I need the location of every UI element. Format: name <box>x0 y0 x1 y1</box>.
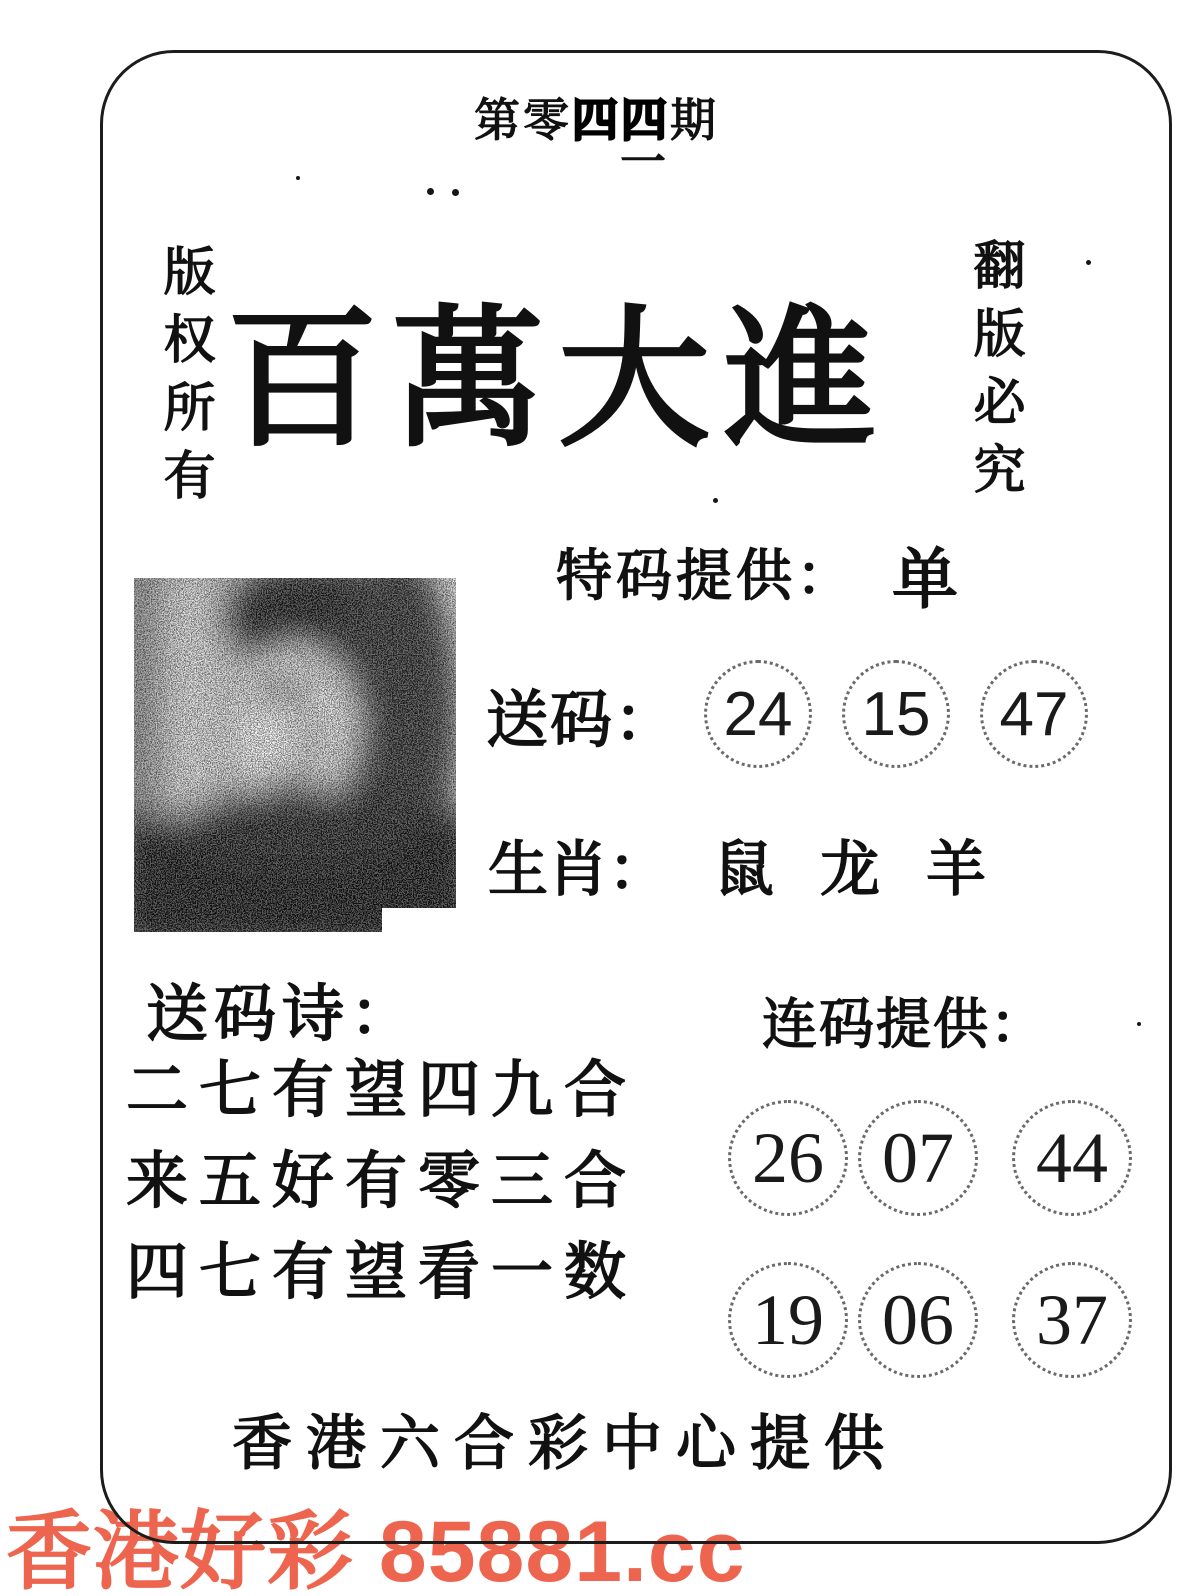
number-ball-value: 26 <box>752 1117 824 1198</box>
zodiac-value: 龙 <box>820 837 880 903</box>
number-ball-value: 24 <box>723 679 793 749</box>
number-ball-value: 19 <box>752 1279 824 1360</box>
number-ball-value: 06 <box>882 1279 954 1360</box>
special-code-value: 单 <box>892 544 962 617</box>
gift-code-label: 送码： <box>486 686 679 755</box>
issue-number <box>474 84 719 150</box>
photo-grain-light <box>134 578 456 932</box>
poem-line: 四七有望看一数 <box>126 1239 638 1307</box>
number-ball-value: 15 <box>861 679 931 749</box>
issue-part-suffix: 期 <box>670 95 719 146</box>
number-ball <box>728 1100 848 1216</box>
scan-artifact <box>1086 260 1091 265</box>
page-title: 百萬大進 <box>226 297 890 465</box>
issue-part-solid: 第零 <box>474 95 572 146</box>
number-ball-value: 37 <box>1036 1279 1108 1360</box>
scan-artifact <box>1137 1022 1141 1026</box>
poem-line: 二七有望四九合 <box>126 1057 638 1125</box>
special-code-row <box>556 532 962 621</box>
gift-code-row <box>486 660 1088 768</box>
zodiac-label: 生肖： <box>488 837 668 903</box>
poem-label: 送码诗： <box>146 981 419 1049</box>
number-ball <box>1012 1262 1132 1378</box>
number-ball <box>858 1262 978 1378</box>
scan-artifact <box>296 176 300 180</box>
zodiac-value: 羊 <box>926 837 986 903</box>
serial-code-row-1 <box>728 1100 1132 1216</box>
number-ball-value: 47 <box>999 679 1069 749</box>
issue-underline: 一 <box>620 137 666 188</box>
number-ball-value: 07 <box>882 1117 954 1198</box>
scan-artifact <box>427 188 434 195</box>
zodiac-row <box>488 822 986 908</box>
number-ball <box>728 1262 848 1378</box>
copyright-right-text: 翻版必究 <box>965 238 1022 510</box>
scan-artifact <box>452 189 459 196</box>
zodiac-value: 鼠 <box>714 837 774 903</box>
portrait-photo <box>134 578 456 932</box>
number-ball <box>1012 1100 1132 1216</box>
poem-line: 来五好有零三合 <box>126 1148 638 1216</box>
number-ball <box>858 1100 978 1216</box>
number-ball <box>980 660 1088 768</box>
special-code-label: 特码提供： <box>556 546 856 608</box>
photo-corner-notch <box>382 908 456 932</box>
number-ball-value: 44 <box>1036 1117 1108 1198</box>
footer-text: 香港六合彩中心提供 <box>232 1411 898 1477</box>
serial-code-row-2 <box>728 1262 1132 1378</box>
copyright-left-text: 版权所有 <box>155 244 212 516</box>
scan-artifact <box>713 498 718 503</box>
poem-lines <box>126 1046 637 1319</box>
number-ball <box>842 660 950 768</box>
issue-part-outlined: 四四 <box>572 95 670 146</box>
number-ball <box>704 660 812 768</box>
watermark-text: 香港好彩 85881.cc <box>6 1504 746 1596</box>
serial-code-label: 连码提供： <box>762 994 1048 1055</box>
